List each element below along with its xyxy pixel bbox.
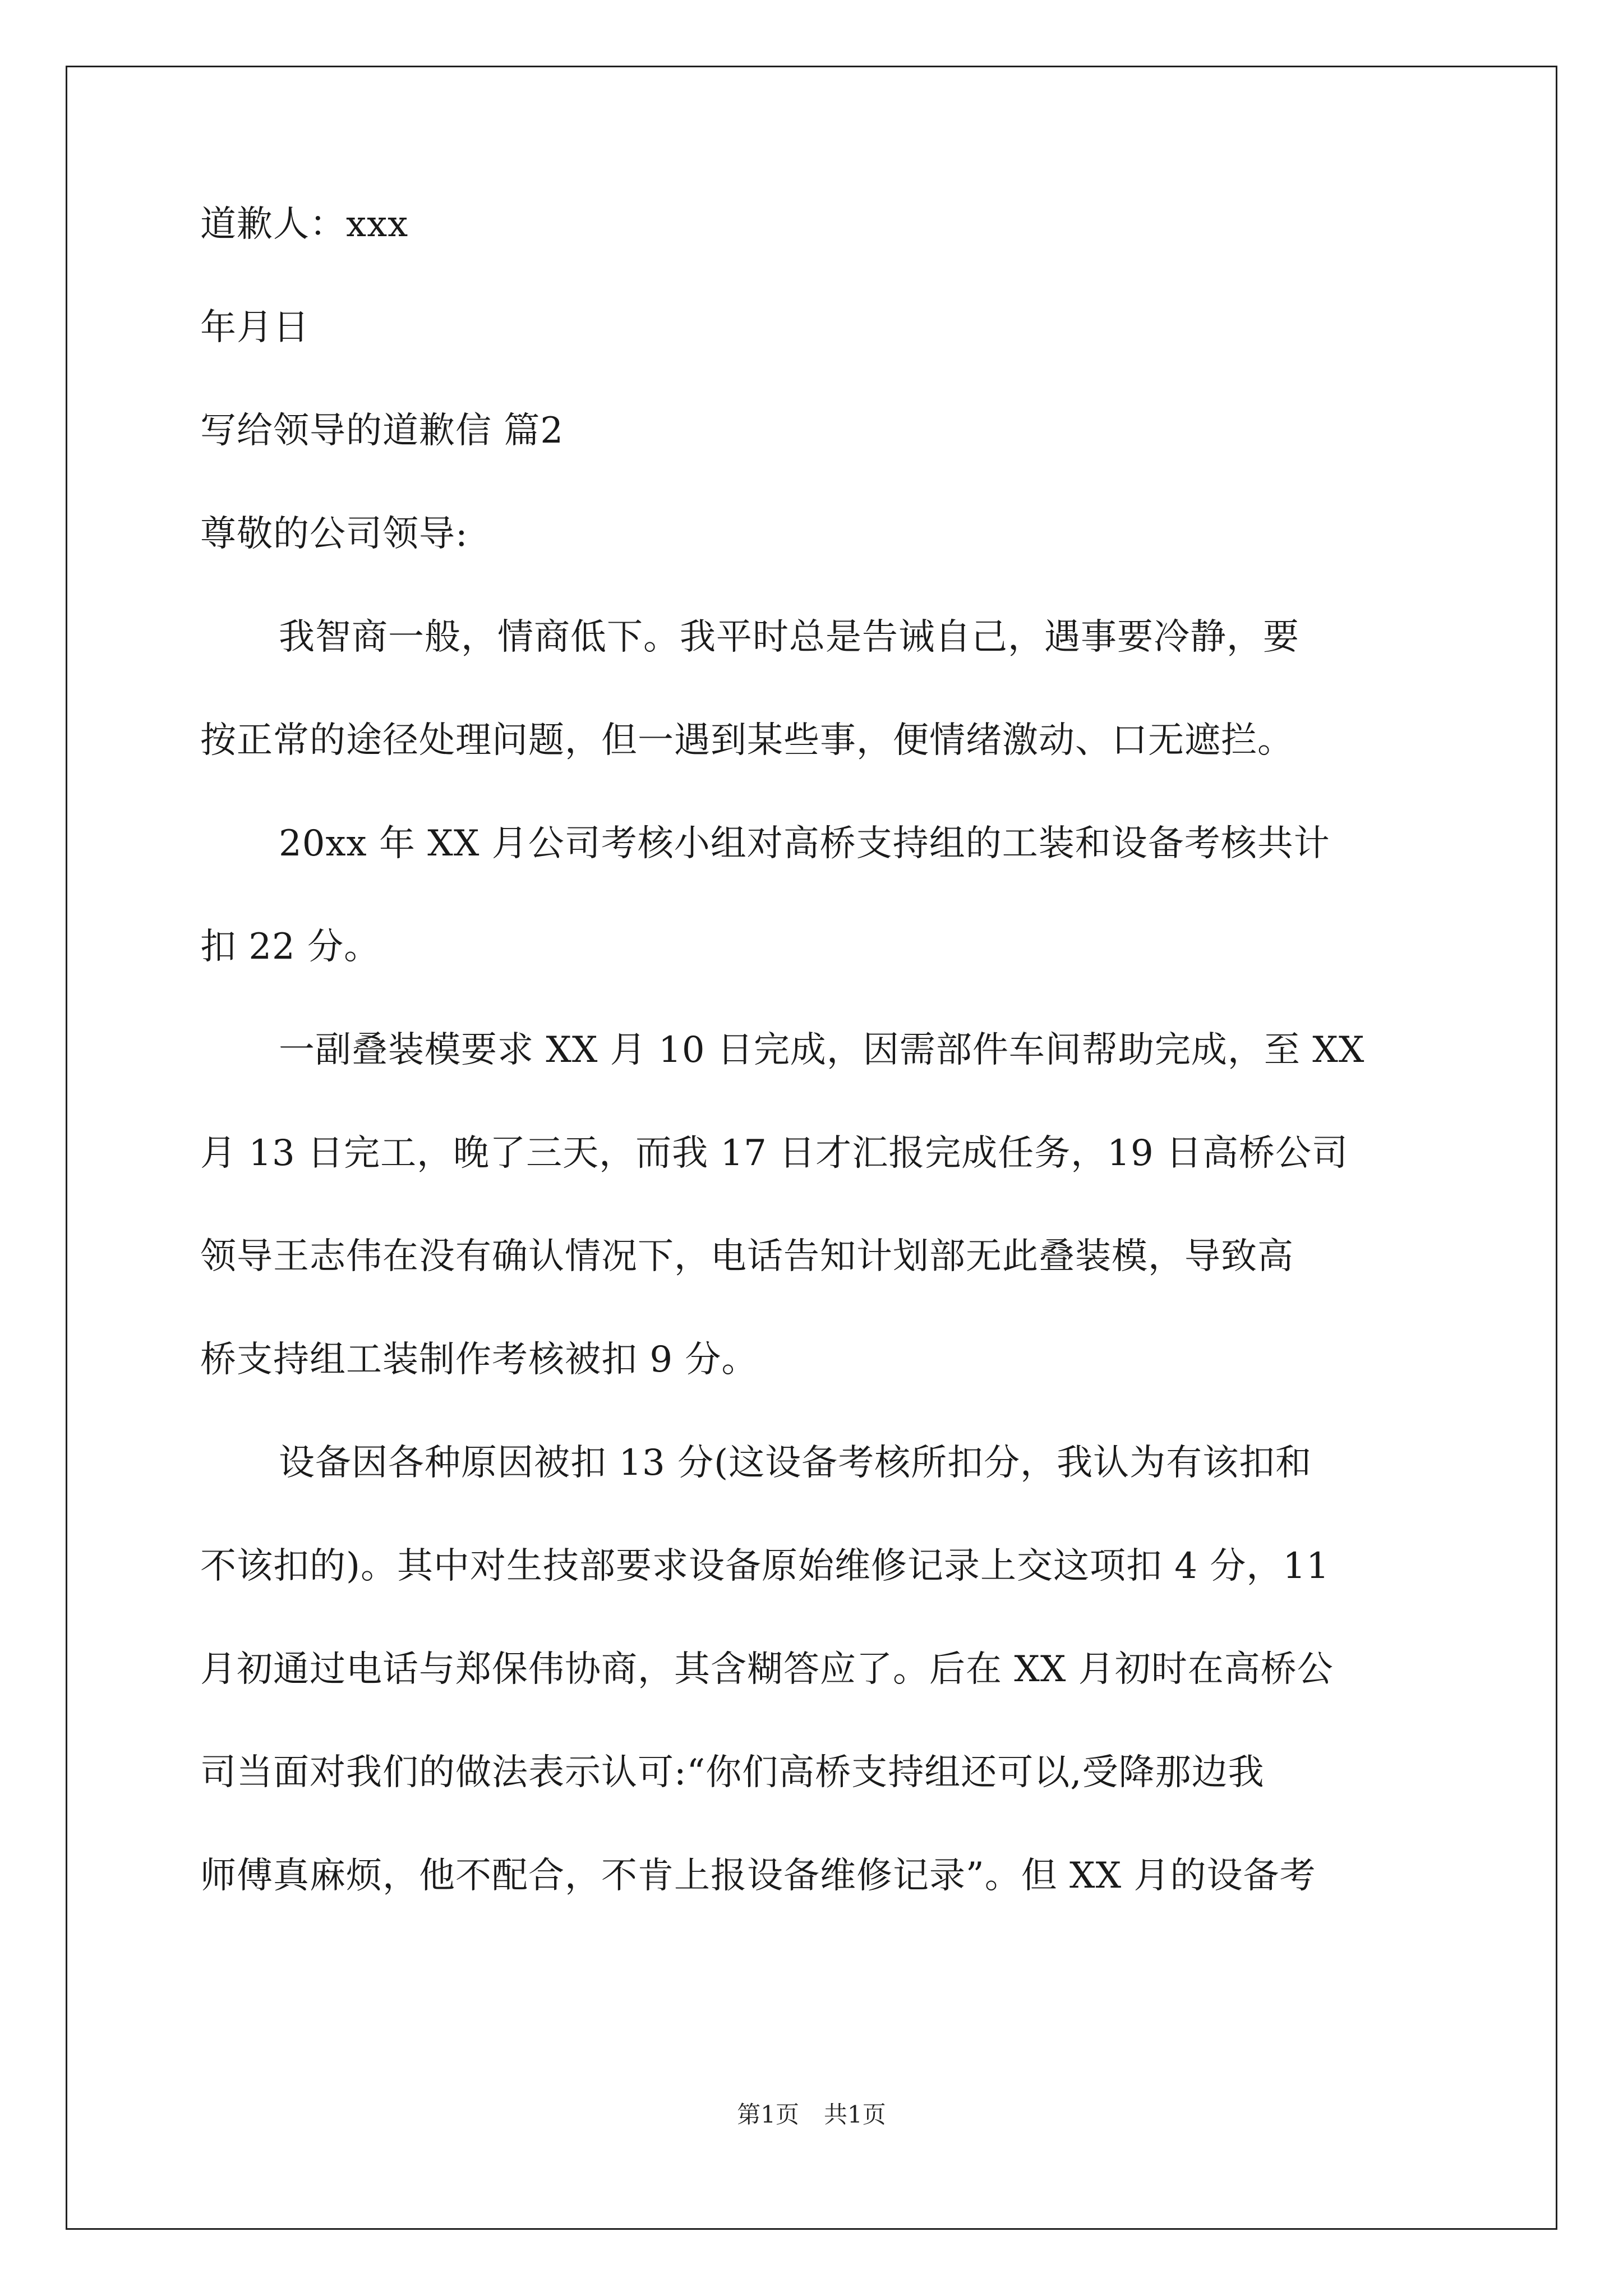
paragraph-line: 扣 22 分。	[200, 926, 381, 968]
signature-line: 道歉人：xxx	[200, 204, 409, 245]
paragraph-line: 我智商一般，情商低下。我平时总是告诫自己，遇事要冷静，要	[279, 616, 1299, 658]
paragraph-line: 设备因各种原因被扣 13 分(这设备考核所扣分，我认为有该扣和	[279, 1442, 1312, 1484]
paragraph-line: 20xx 年 XX 月公司考核小组对高桥支持组的工装和设备考核共计	[279, 823, 1330, 864]
paragraph-line: 师傅真麻烦，他不配合，不肯上报设备维修记录”。但 XX 月的设备考	[200, 1855, 1316, 1897]
salutation: 尊敬的公司领导:	[200, 513, 468, 555]
paragraph-line: 按正常的途径处理问题，但一遇到某些事，便情绪激动、口无遮拦。	[200, 720, 1294, 761]
paragraph-line: 不该扣的)。其中对生技部要求设备原始维修记录上交这项扣 4 分，11	[200, 1545, 1330, 1587]
paragraph-4	[200, 1441, 1434, 1898]
paragraph-line: 一副叠装模要求 XX 月 10 日完成，因需部件车间帮助完成，至 XX	[279, 1029, 1365, 1071]
document-body	[200, 202, 1434, 1957]
paragraph-1	[200, 615, 1434, 763]
date-line: 年月日	[200, 307, 310, 348]
paragraph-2	[200, 821, 1434, 969]
paragraph-line: 月 13 日完工，晚了三天，而我 17 日才汇报完成任务，19 日高桥公司	[200, 1133, 1349, 1174]
page-footer	[0, 2101, 1623, 2129]
page-number-total: 共1页	[824, 2101, 886, 2128]
paragraph-line: 司当面对我们的做法表示认可:“你们高桥支持组还可以,受降那边我	[200, 1752, 1265, 1793]
paragraph-3	[200, 1028, 1434, 1382]
section-title: 写给领导的道歉信 篇2	[200, 410, 564, 452]
paragraph-line: 月初通过电话与郑保伟协商，其含糊答应了。后在 XX 月初时在高桥公	[200, 1649, 1334, 1690]
page-number-current: 第1页	[737, 2101, 799, 2128]
paragraph-line: 桥支持组工装制作考核被扣 9 分。	[200, 1339, 758, 1381]
paragraph-line: 领导王志伟在没有确认情况下，电话告知计划部无此叠装模，导致高	[200, 1236, 1294, 1277]
